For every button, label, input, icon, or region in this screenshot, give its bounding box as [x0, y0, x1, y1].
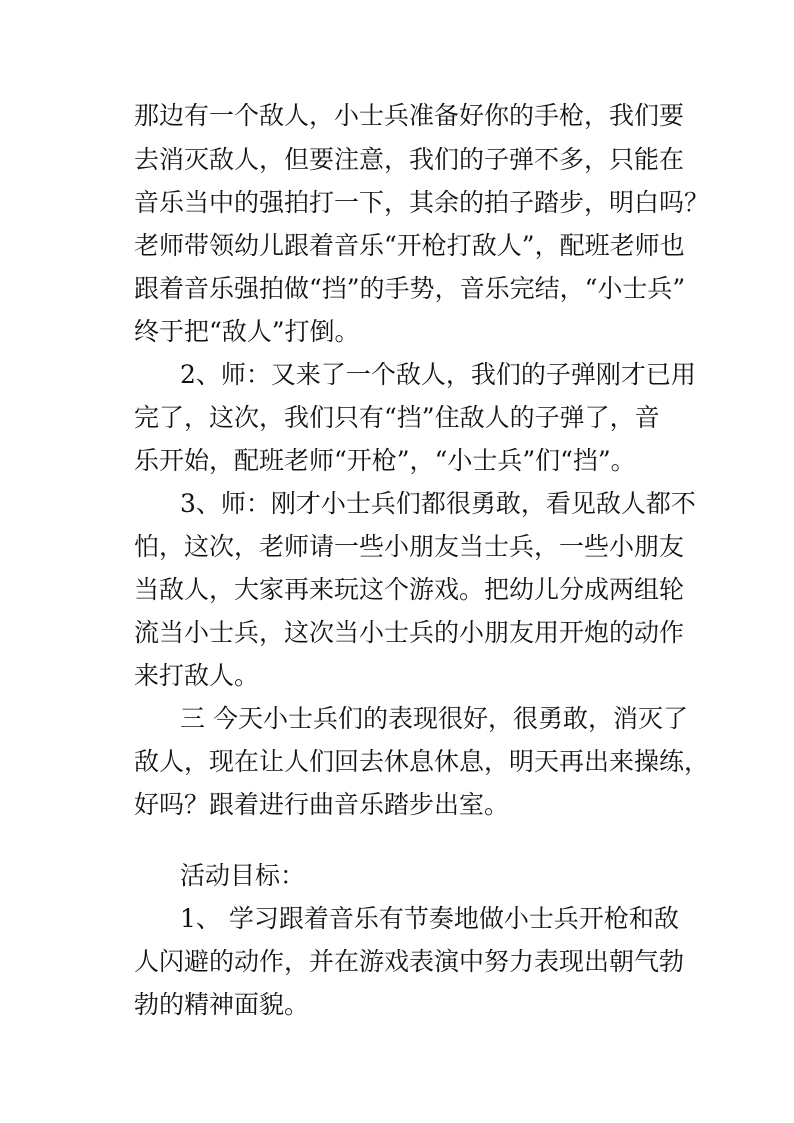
text-line: 乐开始，配班老师“开枪”，“小士兵”们“挡”。 — [134, 446, 636, 475]
text-line: 3、师：刚才小士兵们都很勇敢，看见敌人都不 — [180, 489, 696, 518]
text-line: 流当小士兵，这次当小士兵的小朋友用开炮的动作 — [134, 618, 685, 647]
text-line: 那边有一个敌人，小士兵准备好你的手枪，我们要 — [134, 101, 685, 130]
text-line: 来打敌人。 — [134, 661, 260, 690]
text-line: 2、师：又来了一个敌人，我们的子弹刚才已用 — [180, 360, 696, 389]
text-line: 怕，这次，老师请一些小朋友当士兵，一些小朋友 — [134, 532, 685, 561]
text-line: 终于把“敌人”打倒。 — [134, 317, 360, 346]
text-line: 三 今天小士兵们的表现很好，很勇敢，消灭了 — [180, 704, 688, 733]
text-line: 完了，这次，我们只有“挡”住敌人的子弹了，音 — [134, 403, 660, 432]
text-line: 去消灭敌人，但要注意，我们的子弹不多，只能在 — [134, 145, 685, 174]
text-line: 跟着音乐强拍做“挡”的手势，音乐完结，“小士兵” — [134, 274, 686, 303]
text-line: 人闪避的动作，并在游戏表演中努力表现出朝气勃 — [134, 947, 685, 976]
text-line: 勃的精神面貌。 — [134, 990, 310, 1019]
text-line: 好吗？跟着进行曲音乐踏步出室。 — [134, 790, 510, 819]
text-line: 老师带领幼儿跟着音乐“开枪打敌人”，配班老师也 — [134, 231, 685, 260]
section-heading: 活动目标： — [180, 861, 306, 890]
text-line: 当敌人，大家再来玩这个游戏。把幼儿分成两组轮 — [134, 575, 685, 604]
text-line: 音乐当中的强拍打一下，其余的拍子踏步，明白吗？ — [134, 188, 710, 217]
text-line: 敌人，现在让人们回去休息休息，明天再出来操练， — [134, 747, 710, 776]
text-line: 1、 学习跟着音乐有节奏地做小士兵开枪和敌 — [180, 904, 679, 933]
